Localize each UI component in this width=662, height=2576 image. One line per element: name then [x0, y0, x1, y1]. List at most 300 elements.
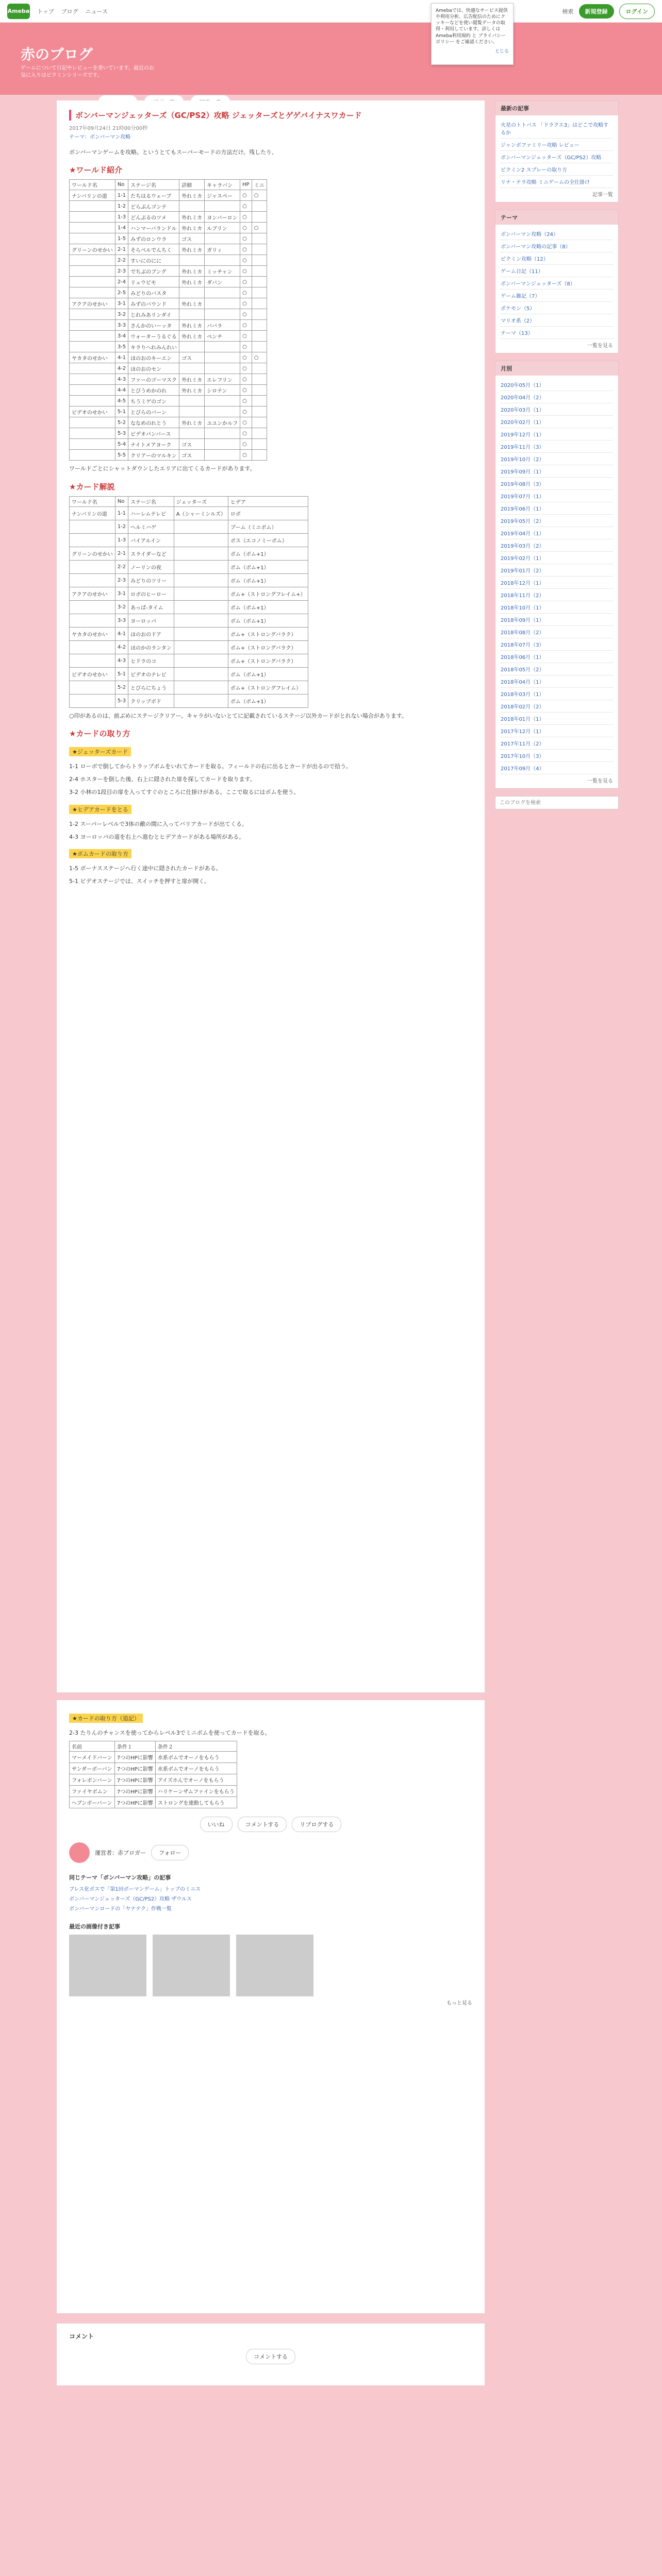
table-cell: ○ — [240, 190, 252, 201]
table-cell — [252, 287, 267, 298]
section-how: ★カードの取り方 — [69, 728, 130, 738]
table-cell — [205, 363, 240, 374]
nav-blog[interactable]: ブログ — [61, 8, 78, 15]
archive-link[interactable]: 2020年05月（1） — [501, 379, 613, 391]
author-follow-button[interactable]: フォロー — [151, 1845, 189, 1860]
table-cell — [70, 201, 115, 212]
archive-link[interactable]: 2018年10月（1） — [501, 601, 613, 614]
adjacent-link-3[interactable]: ボンバーマンロードの「ヤナテク」作戦一覧 — [69, 1906, 172, 1912]
table-cell: スライダーなど — [128, 547, 174, 560]
recent-more[interactable]: 記事一覧 — [592, 192, 613, 198]
ameba-logo[interactable]: Ameba — [7, 4, 30, 19]
table-cell: 4-3 — [115, 374, 128, 385]
table-cell: 3-1 — [115, 587, 128, 600]
table-cell: ○ — [252, 190, 267, 201]
table-cell: ヨンバーロン — [205, 212, 240, 223]
cookie-notice — [431, 3, 514, 65]
adjacent-link-1[interactable]: ブレス化ボスで「第1回ボーマンゲーム」トップのミニス — [69, 1887, 201, 1893]
table-cell — [252, 212, 267, 223]
table-cell: ちうミゲのゴン — [128, 396, 179, 406]
table-cell: 7つのHPに影響 — [114, 1774, 155, 1786]
table-row — [70, 406, 267, 417]
archive-link[interactable]: 2020年04月（2） — [501, 391, 613, 403]
table-cell — [179, 255, 205, 266]
section-card: ★カード解説 — [69, 482, 115, 492]
blog-description: ゲームについて日記やレビューを書いています。最近のお気に入りはピクミンシリーズです。 — [21, 65, 154, 78]
table-cell — [174, 640, 228, 654]
world-table — [69, 179, 267, 461]
table-cell: バイアルイン — [128, 533, 174, 547]
table-cell: マーメイドバーン — [70, 1752, 115, 1763]
comment-submit-button[interactable]: コメントする — [246, 2349, 295, 2364]
archive-link[interactable]: 2019年07月（1） — [501, 490, 613, 502]
table-cell — [252, 201, 267, 212]
table-cell — [70, 363, 115, 374]
table-cell: 2-4 — [115, 277, 128, 287]
post-intro: ボンバーマンゲームを攻略。というとてもスーパーモードの方法だけ。残したり、 — [69, 149, 278, 156]
archive-link[interactable]: 2019年10月（2） — [501, 453, 613, 465]
comment-button[interactable]: コメントする — [238, 1817, 287, 1832]
table-cell: 外れミカ — [179, 320, 205, 331]
table-row — [70, 320, 267, 331]
theme-link[interactable]: ピクミン攻略（12） — [501, 252, 613, 265]
like-button[interactable]: いいね — [200, 1817, 233, 1832]
para-1: 1-1 ローボで倒してからトラップボムをいれてカードを取る。フィールドの右に出るとカードが出るので拾う。 — [69, 762, 352, 770]
table-cell: どらぶんゴンテ — [128, 201, 179, 212]
table-cell — [70, 681, 115, 694]
table-cell: ボム（ボム+1） — [228, 600, 308, 614]
archive-link[interactable]: 2019年03月（2） — [501, 539, 613, 552]
table-cell: 1-4 — [115, 223, 128, 233]
table-cell: ○ — [240, 450, 252, 461]
archive-link[interactable]: 2019年12月（1） — [501, 428, 613, 440]
table-cell — [252, 374, 267, 385]
table-cell: ほのおのキーエン — [128, 352, 179, 363]
table-cell: 5-1 — [115, 667, 128, 681]
table-row — [70, 640, 308, 654]
table-cell: 1-5 — [115, 233, 128, 244]
table-cell — [70, 600, 115, 614]
subsection-1: ★ジェッターズカード — [69, 747, 131, 756]
table-row — [70, 223, 267, 233]
table-cell: 2-3 — [115, 266, 128, 277]
table-cell: ○ — [240, 374, 252, 385]
table-header-cell: ワールド名 — [70, 180, 115, 190]
table-cell: ○ — [252, 352, 267, 363]
table-cell: ゴス — [179, 233, 205, 244]
table-cell: ○ — [240, 396, 252, 406]
table-cell — [70, 374, 115, 385]
archive-link[interactable]: 2019年01月（2） — [501, 564, 613, 577]
table-row — [70, 654, 308, 667]
search-link[interactable]: 検索 — [562, 8, 574, 15]
nav-top[interactable]: トップ — [37, 8, 54, 15]
table-cell — [252, 417, 267, 428]
table-cell — [205, 309, 240, 320]
table-cell: さんかのいーッタ — [128, 320, 179, 331]
archive-link[interactable]: 2019年05月（2） — [501, 515, 613, 527]
theme-title: テーマ — [495, 210, 618, 225]
table-cell — [70, 287, 115, 298]
table-cell: クリアーのマルキン — [128, 450, 179, 461]
article-continued — [57, 1700, 485, 2313]
table-cell — [205, 428, 240, 439]
table-cell: ナンバリンの道 — [70, 506, 115, 520]
article — [57, 100, 485, 1692]
register-button[interactable]: 新規登録 — [579, 4, 614, 19]
archive-link[interactable]: 2018年07月（3） — [501, 638, 613, 651]
table-cell: ビデオパンバース — [128, 428, 179, 439]
table-cell: ルブリン — [205, 223, 240, 233]
theme-link[interactable]: マリオ系（2） — [501, 314, 613, 327]
bomber-table — [69, 1741, 237, 1808]
table-cell — [174, 547, 228, 560]
blog-header — [0, 23, 662, 95]
table-cell — [179, 363, 205, 374]
archive-link[interactable]: 2020年03月（1） — [501, 403, 613, 416]
table-cell: ○ — [240, 201, 252, 212]
table-cell: 1-1 — [115, 190, 128, 201]
table-cell: 2-2 — [115, 560, 128, 573]
table-header-cell: 詳細 — [179, 180, 205, 190]
table-cell: ○ — [240, 233, 252, 244]
table-row — [70, 428, 267, 439]
table-cell: 外れミカ — [179, 385, 205, 396]
recent-post-link[interactable]: ジャンボファミリー攻略 レビュー — [501, 139, 613, 151]
table-cell — [70, 385, 115, 396]
table-cell: ビデオのせかい — [70, 667, 115, 681]
table-cell: グリーンのせかい — [70, 244, 115, 255]
note-2: ○印があるのは、前ぶめにステージクリアー。キャラがいないとてに記載されているステージ以外カードがとれない場合があります。 — [69, 712, 407, 719]
table-cell: ビデオのテレビ — [128, 667, 174, 681]
archive-link[interactable]: 2020年02月（1） — [501, 416, 613, 428]
table-header-cell: 名前 — [70, 1741, 115, 1752]
table-row — [70, 533, 308, 547]
table-cell: エレフリン — [205, 374, 240, 385]
table-cell: みどりのツリー — [128, 573, 174, 587]
related-image[interactable] — [236, 1935, 313, 1996]
table-cell: 1-2 — [115, 520, 128, 533]
table-cell — [70, 533, 115, 547]
table-cell — [252, 277, 267, 287]
table-cell — [252, 342, 267, 352]
table-row — [70, 627, 308, 640]
archive-link[interactable]: 2018年11月（2） — [501, 589, 613, 601]
table-cell: そらベルでんちく — [128, 244, 179, 255]
table-cell: ヤカタのせかい — [70, 352, 115, 363]
table-row — [70, 417, 267, 428]
table-cell: すいにのにに — [128, 255, 179, 266]
note-1: ワールドごとにシャットダウンしたエリアに出てくるカードがあります。 — [69, 465, 256, 472]
table-cell: ストロングを連動してもらう — [155, 1797, 237, 1808]
table-cell: 1-1 — [115, 506, 128, 520]
table-row — [70, 1763, 237, 1774]
table-cell — [174, 627, 228, 640]
table-cell: ミッチャン — [205, 266, 240, 277]
archive-link[interactable]: 2019年06月（1） — [501, 502, 613, 515]
author-box — [69, 1842, 472, 1863]
table-row — [70, 212, 267, 223]
archive-more[interactable]: 一覧を見る — [587, 778, 613, 784]
table-cell — [70, 342, 115, 352]
table-cell — [174, 600, 228, 614]
table-cell — [205, 406, 240, 417]
table-cell — [70, 520, 115, 533]
table-cell: アイズホんでオーノをもらう — [155, 1774, 237, 1786]
table-cell: 4-2 — [115, 363, 128, 374]
post-theme[interactable]: テーマ：ボンバーマン攻略 — [69, 134, 131, 140]
login-button[interactable]: ログイン — [619, 4, 655, 19]
top-bar — [0, 0, 662, 23]
table-cell: みずのバウンド — [128, 298, 179, 309]
para-8: 2-3 たりんのチャンスを使ってからレベル3でミニボムを使ってカードを取る。 — [69, 1730, 271, 1736]
table-row — [70, 298, 267, 309]
archive-link[interactable]: 2018年04月（1） — [501, 675, 613, 688]
archive-link[interactable]: 2019年04月（1） — [501, 527, 613, 539]
table-cell: 3-2 — [115, 309, 128, 320]
table-cell: ナイトメアヨーク — [128, 439, 179, 450]
table-row — [70, 190, 267, 201]
adjacent-label: 同じテーマ「ボンバーマン攻略」の記事 — [69, 1874, 171, 1882]
table-header-cell: ステージ名 — [128, 180, 179, 190]
archive-link[interactable]: 2018年02月（2） — [501, 700, 613, 713]
table-cell: クリップボド — [128, 694, 174, 707]
para-3: 3-2 小林の1段目の扉を入ってすぐのところに仕掛けがある。ここで取るにはボムを使う。 — [69, 789, 300, 796]
table-row — [70, 266, 267, 277]
table-cell: ブーム（ミニボム） — [228, 520, 308, 533]
table-cell — [252, 439, 267, 450]
table-row — [70, 1752, 237, 1763]
table-cell — [252, 233, 267, 244]
table-cell: シロテン — [205, 385, 240, 396]
table-row — [70, 1774, 237, 1786]
author-name[interactable]: 運営者：赤ブロガー — [95, 1850, 146, 1857]
theme-link[interactable]: テーマ（13） — [501, 327, 613, 339]
table-cell — [252, 385, 267, 396]
table-cell: ○ — [240, 298, 252, 309]
table-cell: ジャスペー — [205, 190, 240, 201]
theme-link[interactable]: ゲーム日記（11） — [501, 265, 613, 277]
archive-link[interactable]: 2018年05月（2） — [501, 663, 613, 675]
table-cell — [252, 450, 267, 461]
archive-link[interactable]: 2018年08月（2） — [501, 626, 613, 638]
table-cell: ロボ — [228, 506, 308, 520]
table-cell: 3-1 — [115, 298, 128, 309]
table-cell: 4-2 — [115, 640, 128, 654]
recent-post-link[interactable]: ピクミン2 スプレーの取り方 — [501, 163, 613, 176]
table-header-cell: 条件１ — [114, 1741, 155, 1752]
table-cell — [70, 654, 115, 667]
table-cell: 外れミカ — [179, 331, 205, 342]
table-cell — [70, 450, 115, 461]
table-cell: 2-3 — [115, 573, 128, 587]
reblog-button[interactable]: リブログする — [292, 1817, 341, 1832]
theme-link[interactable]: ゲーム雑記（7） — [501, 290, 613, 302]
archive-link[interactable]: 2018年12月（1） — [501, 577, 613, 589]
table-cell: 外れミカ — [179, 417, 205, 428]
table-cell — [70, 439, 115, 450]
table-cell: 7つのHPに影響 — [114, 1763, 155, 1774]
table-cell: どんぶるのツメ — [128, 212, 179, 223]
table-cell — [70, 277, 115, 287]
table-cell — [252, 396, 267, 406]
table-row — [70, 255, 267, 266]
table-cell — [174, 694, 228, 707]
archive-link[interactable]: 2019年02月（1） — [501, 552, 613, 564]
table-row — [70, 309, 267, 320]
table-cell: ボス（エコノミーボム） — [228, 533, 308, 547]
table-cell: ハーレムテレビ — [128, 506, 174, 520]
table-cell — [252, 331, 267, 342]
table-cell: 7つのHPに影響 — [114, 1752, 155, 1763]
table-row — [70, 547, 308, 560]
table-cell — [70, 560, 115, 573]
archive-link[interactable]: 2019年09月（1） — [501, 465, 613, 478]
table-cell: ○ — [240, 439, 252, 450]
blog-search-input[interactable] — [495, 796, 619, 809]
archive-link[interactable]: 2017年09月（4） — [501, 762, 613, 774]
theme-link[interactable]: ポケモン（5） — [501, 302, 613, 314]
table-cell — [252, 244, 267, 255]
table-header-cell: 条件２ — [155, 1741, 237, 1752]
adjacent-link-2[interactable]: ボンバーマンジェッターズ（GC/PS2）攻略 ザウルス — [69, 1896, 192, 1903]
archive-link[interactable]: 2017年11月（2） — [501, 737, 613, 750]
table-cell: リュウビモ — [128, 277, 179, 287]
table-cell: 7つのHPに影響 — [114, 1786, 155, 1797]
archive-box — [495, 361, 619, 789]
related-images — [69, 1935, 472, 1996]
table-cell: 4-1 — [115, 352, 128, 363]
table-cell — [205, 233, 240, 244]
related-image[interactable] — [153, 1935, 230, 1996]
theme-link[interactable]: ボンバーマンジェッターズ（8） — [501, 277, 613, 290]
post-date: 2017年09月24日 21時00分00秒 — [69, 126, 148, 131]
table-cell: A（シャーミンルズ） — [174, 506, 228, 520]
table-cell: 2-1 — [115, 547, 128, 560]
table-cell: ロボのヒーロー — [128, 587, 174, 600]
table-cell: ○ — [240, 244, 252, 255]
table-cell: ○ — [252, 223, 267, 233]
table-cell: 外れミカ — [179, 244, 205, 255]
archive-link[interactable]: 2018年01月（1） — [501, 713, 613, 725]
table-cell: 1-3 — [115, 533, 128, 547]
table-cell: アクアのせかい — [70, 587, 115, 600]
table-cell: ほのおのセン — [128, 363, 179, 374]
table-cell: 4-1 — [115, 627, 128, 640]
recent-post-link[interactable]: リナ・テラ攻略 ミニゲームの全仕掛け — [501, 176, 613, 188]
archive-link[interactable]: 2018年09月（1） — [501, 614, 613, 626]
recent-post-link[interactable]: 火星のトトバス 「ドラクエ3」はどこで攻略するか — [501, 118, 613, 139]
table-cell — [252, 298, 267, 309]
table-cell — [70, 614, 115, 627]
table-cell: ○ — [240, 342, 252, 352]
table-cell: ○ — [240, 255, 252, 266]
table-cell: ○ — [240, 331, 252, 342]
blog-title[interactable]: 赤のブログ — [21, 46, 93, 63]
comment-label: コメント — [69, 2333, 94, 2340]
table-header-cell: ジェッターズ — [174, 496, 228, 506]
table-cell: ヘルミハゲ — [128, 520, 174, 533]
avatar[interactable] — [69, 1842, 90, 1863]
cookie-close-button[interactable]: とじる — [494, 48, 509, 54]
table-cell: 1-2 — [115, 201, 128, 212]
table-cell: みずのロンウラ — [128, 233, 179, 244]
archive-link[interactable]: 2018年03月（1） — [501, 688, 613, 700]
card-table — [69, 496, 308, 708]
table-cell — [70, 266, 115, 277]
table-cell: でちぶのブング — [128, 266, 179, 277]
table-cell: ユユンかルフ — [205, 417, 240, 428]
table-cell: ゴス — [179, 352, 205, 363]
subsection-3: ★ボムカードの取り方 — [69, 849, 131, 858]
theme-more[interactable]: 一覧を見る — [587, 343, 613, 349]
nav-news[interactable]: ニュース — [85, 8, 108, 15]
theme-link[interactable]: ボンバーマン攻略（24） — [501, 228, 613, 240]
table-cell: ファーのゴーマスク — [128, 374, 179, 385]
table-cell: 3-5 — [115, 342, 128, 352]
table-cell: 3-3 — [115, 614, 128, 627]
table-cell: あっぱ-タイム — [128, 600, 174, 614]
table-cell: 7つのHPに影響 — [114, 1797, 155, 1808]
archive-link[interactable]: 2017年12月（1） — [501, 725, 613, 737]
theme-link[interactable]: ボンバーマン攻略の記事（8） — [501, 240, 613, 252]
post-title[interactable]: ボンバーマンジェッターズ（GC/PS2）攻略 ジェッターズとゲゲバイナスワカード — [69, 110, 472, 121]
table-row — [70, 244, 267, 255]
recent-post-link[interactable]: ボンバーマンジェッターズ（GC/PS2）攻略 — [501, 151, 613, 163]
table-cell — [70, 396, 115, 406]
table-cell — [179, 342, 205, 352]
subsection-2: ★ヒデアカードをとる — [69, 805, 131, 814]
table-cell: 外れミカ — [179, 298, 205, 309]
table-cell: ○ — [240, 309, 252, 320]
table-cell: とびらのバーン — [128, 406, 179, 417]
table-cell — [70, 331, 115, 342]
table-row — [70, 439, 267, 450]
table-cell — [70, 255, 115, 266]
related-images-label: 最近の画像付き記事 — [69, 1923, 120, 1930]
table-cell: ヘブンボーバーン — [70, 1797, 115, 1808]
table-cell: ファイヤボムン — [70, 1786, 115, 1797]
table-cell: 外れミカ — [179, 277, 205, 287]
more-link[interactable]: もっと見る — [446, 2001, 472, 2007]
related-image[interactable] — [69, 1935, 146, 1996]
table-cell: 3-3 — [115, 320, 128, 331]
sidebar — [495, 100, 619, 809]
table-cell: ゴス — [179, 450, 205, 461]
table-row — [70, 694, 308, 707]
table-cell: みどりのバスタ — [128, 287, 179, 298]
table-cell: 水系ボムでオーノをもらう — [155, 1752, 237, 1763]
table-cell — [70, 233, 115, 244]
table-cell: ○ — [240, 417, 252, 428]
archive-link[interactable]: 2019年11月（3） — [501, 440, 613, 453]
table-cell: ヒドラのコ — [128, 654, 174, 667]
archive-link[interactable]: 2018年06月（1） — [501, 651, 613, 663]
table-cell — [252, 266, 267, 277]
table-cell: ボム+（ストロングバラク） — [228, 654, 308, 667]
table-cell: ななめのれとう — [128, 417, 179, 428]
table-cell: 5-5 — [115, 450, 128, 461]
archive-link[interactable]: 2019年08月（3） — [501, 478, 613, 490]
archive-link[interactable]: 2017年10月（3） — [501, 750, 613, 762]
table-cell: 5-3 — [115, 694, 128, 707]
table-cell: ボム（ボム+1） — [228, 560, 308, 573]
table-cell — [252, 428, 267, 439]
table-cell — [205, 439, 240, 450]
table-cell: ノーリンの夜 — [128, 560, 174, 573]
table-cell — [70, 573, 115, 587]
table-cell — [70, 309, 115, 320]
